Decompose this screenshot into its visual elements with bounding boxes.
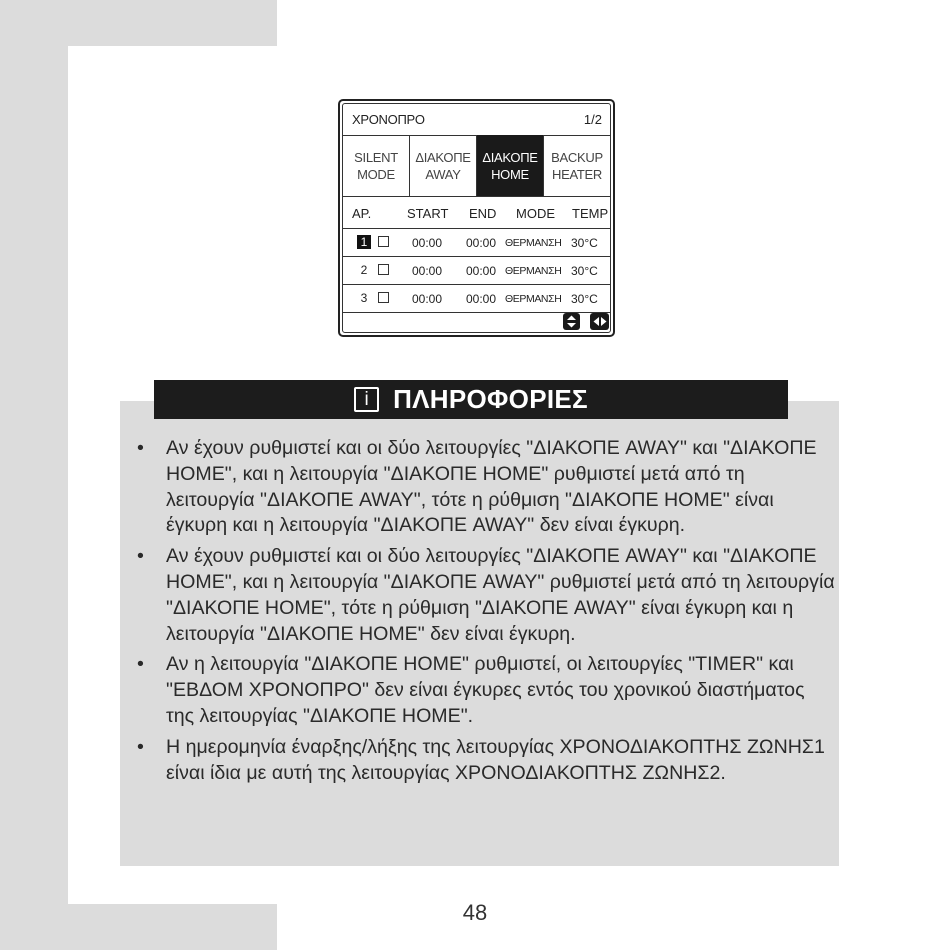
- row-checkbox[interactable]: [378, 236, 389, 247]
- row-end: 00:00: [466, 264, 497, 278]
- schedule-column-headers: [343, 197, 610, 229]
- screen-footer: [343, 310, 610, 334]
- tab-label-line1: SILENT: [354, 149, 398, 165]
- column-header-end: END: [469, 206, 497, 221]
- info-header: [154, 380, 788, 419]
- column-header-start: START: [407, 206, 449, 221]
- screen-page-indicator: 1/2: [583, 112, 602, 127]
- column-header-mode: MODE: [516, 206, 555, 221]
- list-item: [137, 544, 837, 647]
- tab-label-line2: HEATER: [552, 166, 602, 182]
- schedule-row[interactable]: [343, 285, 610, 313]
- page-number: 48: [462, 900, 488, 925]
- list-item: [137, 436, 837, 539]
- row-checkbox[interactable]: [378, 264, 389, 275]
- row-number: 2: [360, 263, 368, 277]
- controller-screen: [338, 99, 615, 337]
- screen-header: [343, 104, 610, 136]
- tab-label-line1: BACKUP: [551, 149, 603, 165]
- schedule-row[interactable]: [343, 257, 610, 285]
- bullet-icon: •: [137, 653, 144, 676]
- page-margin-top: [0, 0, 277, 46]
- row-checkbox[interactable]: [378, 292, 389, 303]
- row-mode: ΘΕΡΜΑΝΣΗ: [505, 293, 562, 305]
- bullet-text: Αν η λειτουργία "ΔΙΑΚΟΠΕ HOME" ρυθμιστεί, οι λειτουργίες "TIMER" και "ΕΒΔΟΜ ΧΡΟΝΟΠΡΟ" δεν είναι έγκυρες εντός του χρονικού διαστήματος της λειτουργίας "ΔΙΑΚΟΠΕ HOME".: [166, 653, 805, 727]
- bullet-icon: •: [137, 437, 144, 459]
- info-title: ΠΛΗΡΟΦΟΡΙΕΣ: [393, 384, 588, 414]
- screen-title: ΧΡΟΝΟΠΡΟ: [352, 112, 425, 127]
- tab-label-line1: ΔΙΑΚΟΠΕ: [415, 149, 471, 165]
- info-bullet-list: [137, 436, 837, 791]
- list-item: [137, 735, 837, 787]
- tab-backup-heater[interactable]: [544, 135, 610, 196]
- row-number: 1: [357, 235, 371, 249]
- left-right-arrows-icon[interactable]: [590, 313, 609, 330]
- row-temp: 30°C: [571, 236, 598, 250]
- bullet-text: Αν έχουν ρυθμιστεί και οι δύο λειτουργίες "ΔΙΑΚΟΠΕ AWAY" και "ΔΙΑΚΟΠΕ HOME", και η λειτουργία "ΔΙΑΚΟΠΕ HOME" ρυθμιστεί μετά από τη λειτουργία "ΔΙΑΚΟΠΕ AWAY", τότε η ρύθμιση "ΔΙΑΚΟΠΕ HOME" είναι έγκυρη και η λειτουργία "ΔΙΑΚΟΠΕ AWAY" δεν είναι έγκυρη.: [166, 437, 817, 537]
- row-mode: ΘΕΡΜΑΝΣΗ: [505, 265, 562, 277]
- row-start: 00:00: [412, 292, 443, 306]
- row-end: 00:00: [466, 236, 497, 250]
- tab-label-line2: HOME: [491, 166, 529, 182]
- row-temp: 30°C: [571, 292, 598, 306]
- info-icon: [354, 387, 379, 412]
- tab-label-line2: MODE: [357, 166, 395, 182]
- page-margin-left: [0, 0, 68, 950]
- schedule-row[interactable]: [343, 229, 610, 257]
- row-end: 00:00: [466, 292, 497, 306]
- tab-holiday-home[interactable]: [477, 135, 544, 196]
- row-mode: ΘΕΡΜΑΝΣΗ: [505, 237, 562, 249]
- bullet-text: Η ημερομηνία έναρξης/λήξης της λειτουργίας ΧΡΟΝΟΔΙΑΚΟΠΤΗΣ ΖΩΝΗΣ1 είναι ίδια με αυτή της λειτουργίας ΧΡΟΝΟΔΙΑΚΟΠΤΗΣ ΖΩΝΗΣ2.: [166, 735, 825, 784]
- row-start: 00:00: [412, 264, 443, 278]
- screen-tabs: [343, 135, 610, 197]
- bullet-icon: •: [137, 545, 144, 568]
- info-icon-letter: i: [364, 388, 369, 410]
- tab-silent-mode[interactable]: [343, 135, 410, 196]
- up-down-arrows-icon[interactable]: [563, 313, 580, 330]
- row-temp: 30°C: [571, 264, 598, 278]
- tab-label-line1: ΔΙΑΚΟΠΕ: [482, 149, 538, 165]
- tab-label-line2: AWAY: [425, 166, 461, 182]
- bullet-icon: •: [137, 735, 144, 758]
- tab-holiday-away[interactable]: [410, 135, 477, 196]
- column-header-num: ΑΡ.: [352, 206, 372, 221]
- column-header-temp: TEMP: [572, 206, 609, 221]
- row-start: 00:00: [412, 236, 443, 250]
- row-number: 3: [360, 291, 368, 305]
- list-item: [137, 652, 837, 729]
- bullet-text: Αν έχουν ρυθμιστεί και οι δύο λειτουργίες "ΔΙΑΚΟΠΕ AWAY" και "ΔΙΑΚΟΠΕ HOME", και η λειτουργία "ΔΙΑΚΟΠΕ AWAY" ρυθμιστεί μετά από τη λειτουργία "ΔΙΑΚΟΠΕ HOME", τότε η ρύθμιση "ΔΙΑΚΟΠΕ AWAY" είναι έγκυρη και η λειτουργία "ΔΙΑΚΟΠΕ HOME" δεν είναι έγκυρη.: [166, 545, 835, 645]
